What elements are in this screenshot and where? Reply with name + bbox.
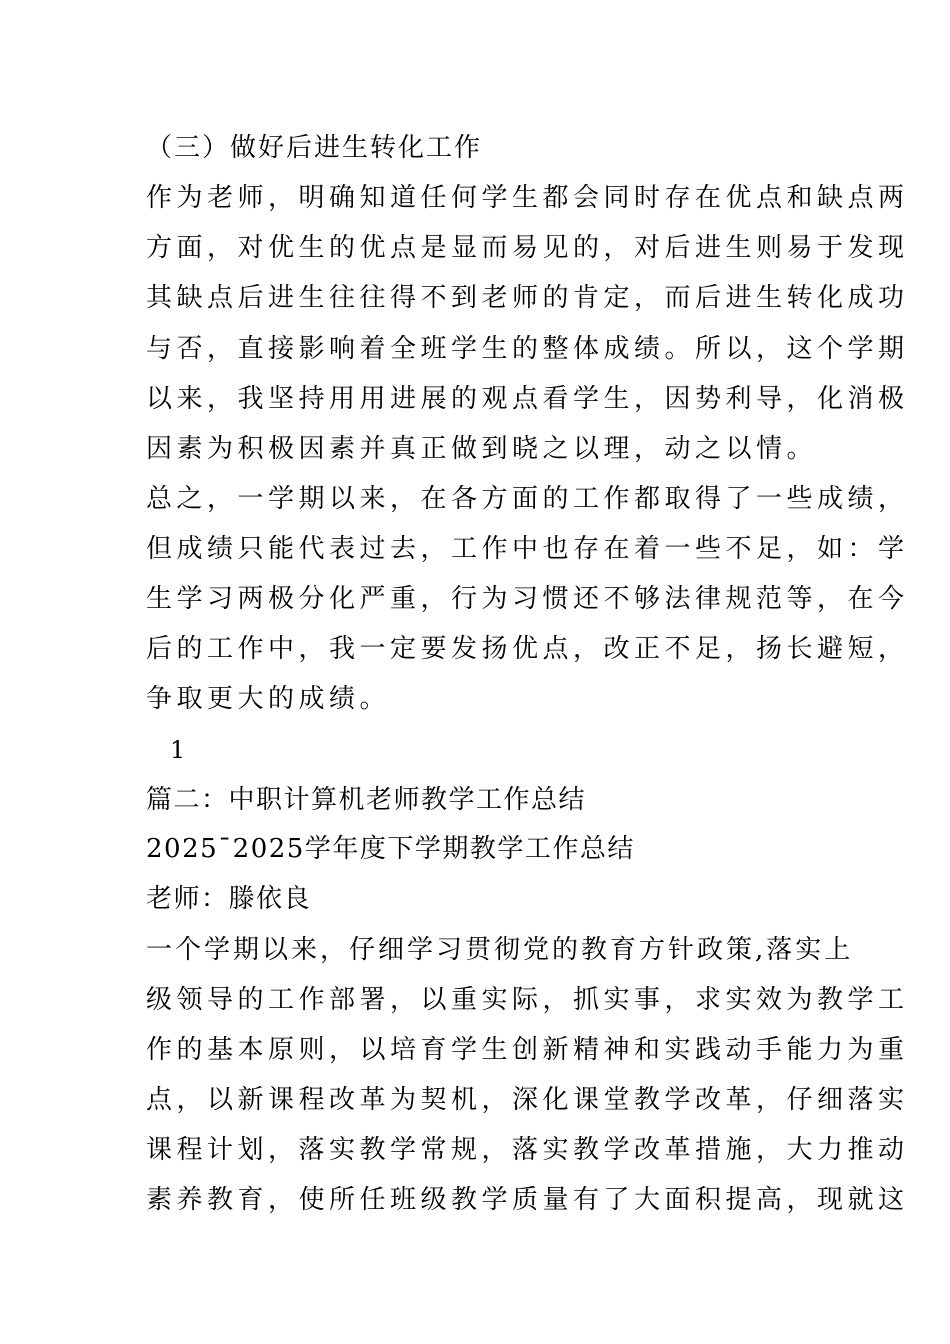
paragraph-line: 生学习两极分化严重，行为习惯还不够法律规范等，在今	[146, 584, 909, 614]
author-line: 老师：滕依良	[146, 884, 312, 914]
paragraph-line: 争取更大的成绩。	[146, 684, 391, 714]
paragraph-line: 作的基本原则，以培育学生创新精神和实践动手能力为重	[146, 1035, 909, 1065]
paragraph-line: 素养教育，使所任班级教学质量有了大面积提高，现就这	[146, 1185, 909, 1215]
paragraph-line: 点，以新课程改革为契机，深化课堂教学改革，仔细落实	[146, 1085, 909, 1115]
paragraph-line: 以来，我坚持用用进展的观点看学生，因势利导，化消极	[146, 384, 909, 414]
section-heading: （三）做好后进生转化工作	[146, 133, 483, 163]
paragraph-line: 其缺点后进生往往得不到老师的肯定，而后进生转化成功	[146, 283, 909, 313]
article-subtitle: 2025¯2025学年度下学期教学工作总结	[146, 834, 635, 864]
page-number: 1	[170, 736, 190, 764]
paragraph-line: 课程计划，落实教学常规，落实教学改革措施，大力推动	[146, 1135, 909, 1165]
paragraph-line: 因素为积极因素并真正做到晓之以理，动之以情。	[146, 434, 818, 464]
paragraph-line: 方面，对优生的优点是显而易见的，对后进生则易于发现	[146, 233, 909, 263]
paragraph-line: 一个学期以来，仔细学习贯彻党的教育方针政策,落实上	[146, 935, 854, 965]
paragraph-line: 作为老师，明确知道任何学生都会同时存在优点和缺点两	[146, 183, 909, 213]
paragraph-line: 级领导的工作部署，以重实际，抓实事，求实效为教学工	[146, 985, 909, 1015]
paragraph-line: 但成绩只能代表过去，工作中也存在着一些不足，如：学	[146, 534, 909, 564]
article-title: 篇二：中职计算机老师教学工作总结	[146, 785, 587, 815]
paragraph-line: 与否，直接影响着全班学生的整体成绩。所以，这个学期	[146, 334, 909, 364]
paragraph-line: 总之，一学期以来，在各方面的工作都取得了一些成绩，	[146, 484, 909, 514]
paragraph-line: 后的工作中，我一定要发扬优点，改正不足，扬长避短，	[146, 634, 909, 664]
